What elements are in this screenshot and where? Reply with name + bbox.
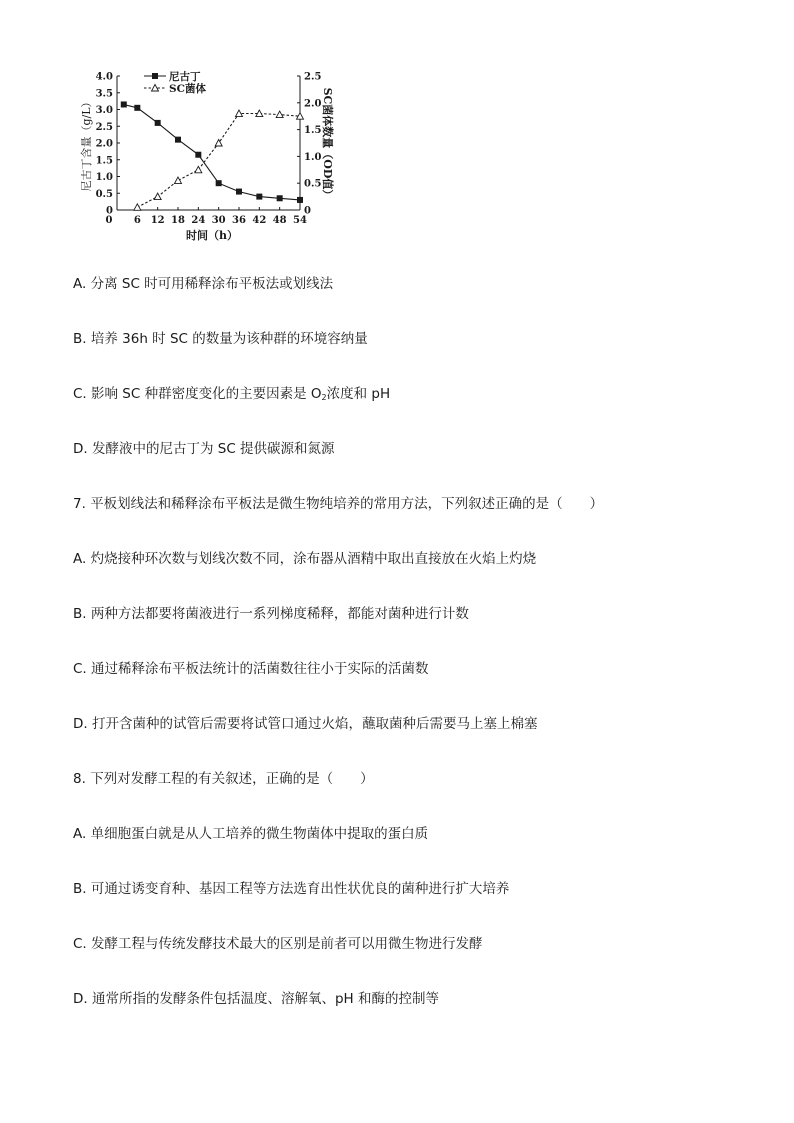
line-label: D. — [73, 441, 88, 457]
line-text: 培养 36h 时 SC 的数量为该种群的环境容纳量 — [90, 331, 368, 347]
nicotine-point — [175, 137, 181, 143]
text-line — [73, 550, 536, 568]
text-line — [73, 385, 390, 407]
text-line — [73, 275, 333, 293]
text-line — [73, 935, 483, 953]
line-text: 影响 SC 种群密度变化的主要因素是 O — [91, 386, 322, 402]
text-line — [73, 825, 428, 843]
nicotine-line — [124, 105, 300, 200]
y-left-tick-label: 2.5 — [95, 121, 113, 133]
x-tick-label: 42 — [252, 215, 267, 226]
legend-nicotine-swatch-marker — [152, 73, 158, 79]
y-left-tick-label: 3.5 — [95, 88, 113, 100]
legend-sc-swatch-marker — [152, 85, 159, 92]
sc-line — [137, 114, 300, 208]
y-right-tick-label: 2.0 — [304, 98, 322, 110]
chart-series — [121, 101, 304, 210]
y-right-tick-label: 0 — [304, 205, 311, 217]
line-label: B. — [73, 606, 87, 622]
nicotine-point — [256, 194, 262, 200]
y-right-tick-label: 1.5 — [304, 125, 322, 137]
y-left-tick-label: 3.0 — [95, 105, 113, 116]
text-line — [73, 495, 603, 513]
x-tick-label: 30 — [211, 215, 226, 226]
y-right-tick-label: 0.5 — [304, 178, 322, 190]
sc-point — [195, 166, 202, 173]
line-label: C. — [73, 386, 87, 402]
line-label: A. — [73, 551, 87, 567]
sc-point — [134, 204, 141, 211]
y-left-tick-label: 4.0 — [95, 71, 113, 83]
sc-point — [215, 140, 222, 147]
line-label: 8. — [73, 771, 86, 787]
legend-nicotine-label: 尼古丁 — [169, 71, 201, 83]
text-line — [73, 660, 429, 678]
chart-legend — [144, 70, 206, 95]
line-label: B. — [73, 881, 87, 897]
y-axis-right-label: SC菌体数量（OD值） — [321, 87, 334, 201]
y-axis-left-label: 尼古丁含量（g/L） — [80, 96, 93, 192]
line-label: D. — [73, 716, 88, 732]
x-tick-label: 24 — [191, 215, 206, 226]
line-text: 灼烧接种环次数与划线次数不同，涂布器从酒精中取出直接放在火焰上灼烧 — [90, 551, 537, 567]
sc-point — [236, 110, 243, 117]
line-label: 7. — [73, 496, 86, 512]
y-right-tick-label: 2.5 — [304, 71, 322, 83]
nicotine-point — [155, 120, 161, 126]
line-text: 打开含菌种的试管后需要将试管口通过火焰，蘸取菌种后需要马上塞上棉塞 — [91, 716, 538, 732]
y-right-tick-label: 1.0 — [304, 151, 322, 163]
text-line — [73, 990, 439, 1008]
nicotine-point — [297, 197, 303, 203]
sc-point — [154, 193, 161, 200]
nicotine-point — [134, 105, 140, 111]
y-left-tick-label: 0.5 — [95, 188, 113, 200]
line-label: A. — [73, 826, 87, 842]
line-label: C. — [73, 661, 87, 677]
legend-sc-label: SC菌体 — [169, 83, 206, 95]
y-left-tick-label: 2.0 — [95, 138, 113, 150]
nicotine-sc-chart — [72, 64, 332, 244]
line-text: 分离 SC 时可用稀释涂布平板法或划线法 — [90, 276, 334, 292]
chart-ticks — [96, 72, 322, 227]
chart-axes — [117, 76, 300, 210]
line-label: D. — [73, 991, 88, 1007]
text-line — [73, 440, 335, 458]
x-zero-label: 0 — [105, 215, 113, 226]
nicotine-point — [121, 101, 127, 107]
line-text-after: 浓度和 pH — [326, 386, 391, 402]
line-text: 平板划线法和稀释涂布平板法是微生物纯培养的常用方法，下列叙述正确的是（ ） — [90, 496, 604, 512]
subscript: 2 — [321, 393, 327, 402]
text-line — [73, 880, 509, 898]
x-tick-label: 48 — [272, 215, 287, 226]
line-text: 下列对发酵工程的有关叙述，正确的是（ ） — [90, 771, 374, 787]
x-tick-label: 12 — [150, 215, 165, 226]
y-left-tick-label: 1.5 — [95, 155, 113, 167]
nicotine-point — [195, 152, 201, 158]
x-tick-label: 18 — [171, 215, 185, 226]
x-tick-label: 6 — [133, 215, 141, 226]
text-line — [73, 715, 537, 733]
x-tick-label: 54 — [293, 215, 307, 226]
x-axis-label: 时间（h） — [186, 229, 238, 242]
line-text: 通过稀释涂布平板法统计的活菌数往往小于实际的活菌数 — [91, 661, 429, 677]
text-line — [73, 330, 368, 348]
line-text: 发酵液中的尼古丁为 SC 提供碳源和氮源 — [91, 441, 335, 457]
text-line — [73, 770, 374, 788]
nicotine-point — [236, 189, 242, 195]
text-line — [73, 605, 469, 623]
line-label: C. — [73, 936, 87, 952]
line-label: A. — [73, 276, 87, 292]
x-tick-label: 36 — [232, 215, 246, 226]
line-label: B. — [73, 331, 87, 347]
line-text: 可通过诱变育种、基因工程等方法选育出性状优良的菌种进行扩大培养 — [90, 881, 510, 897]
line-text: 两种方法都要将菌液进行一系列梯度稀释，都能对菌种进行计数 — [90, 606, 469, 622]
line-text: 通常所指的发酵条件包括温度、溶解氧、pH 和酶的控制等 — [91, 991, 439, 1007]
y-left-tick-label: 0 — [106, 205, 113, 217]
nicotine-point — [277, 195, 283, 201]
chart-svg — [72, 64, 332, 244]
line-text: 单细胞蛋白就是从人工培养的微生物菌体中提取的蛋白质 — [90, 826, 429, 842]
y-left-tick-label: 1.0 — [95, 172, 113, 183]
line-text: 发酵工程与传统发酵技术最大的区别是前者可以用微生物进行发酵 — [91, 936, 483, 952]
sc-point — [175, 177, 182, 184]
nicotine-point — [216, 180, 222, 186]
